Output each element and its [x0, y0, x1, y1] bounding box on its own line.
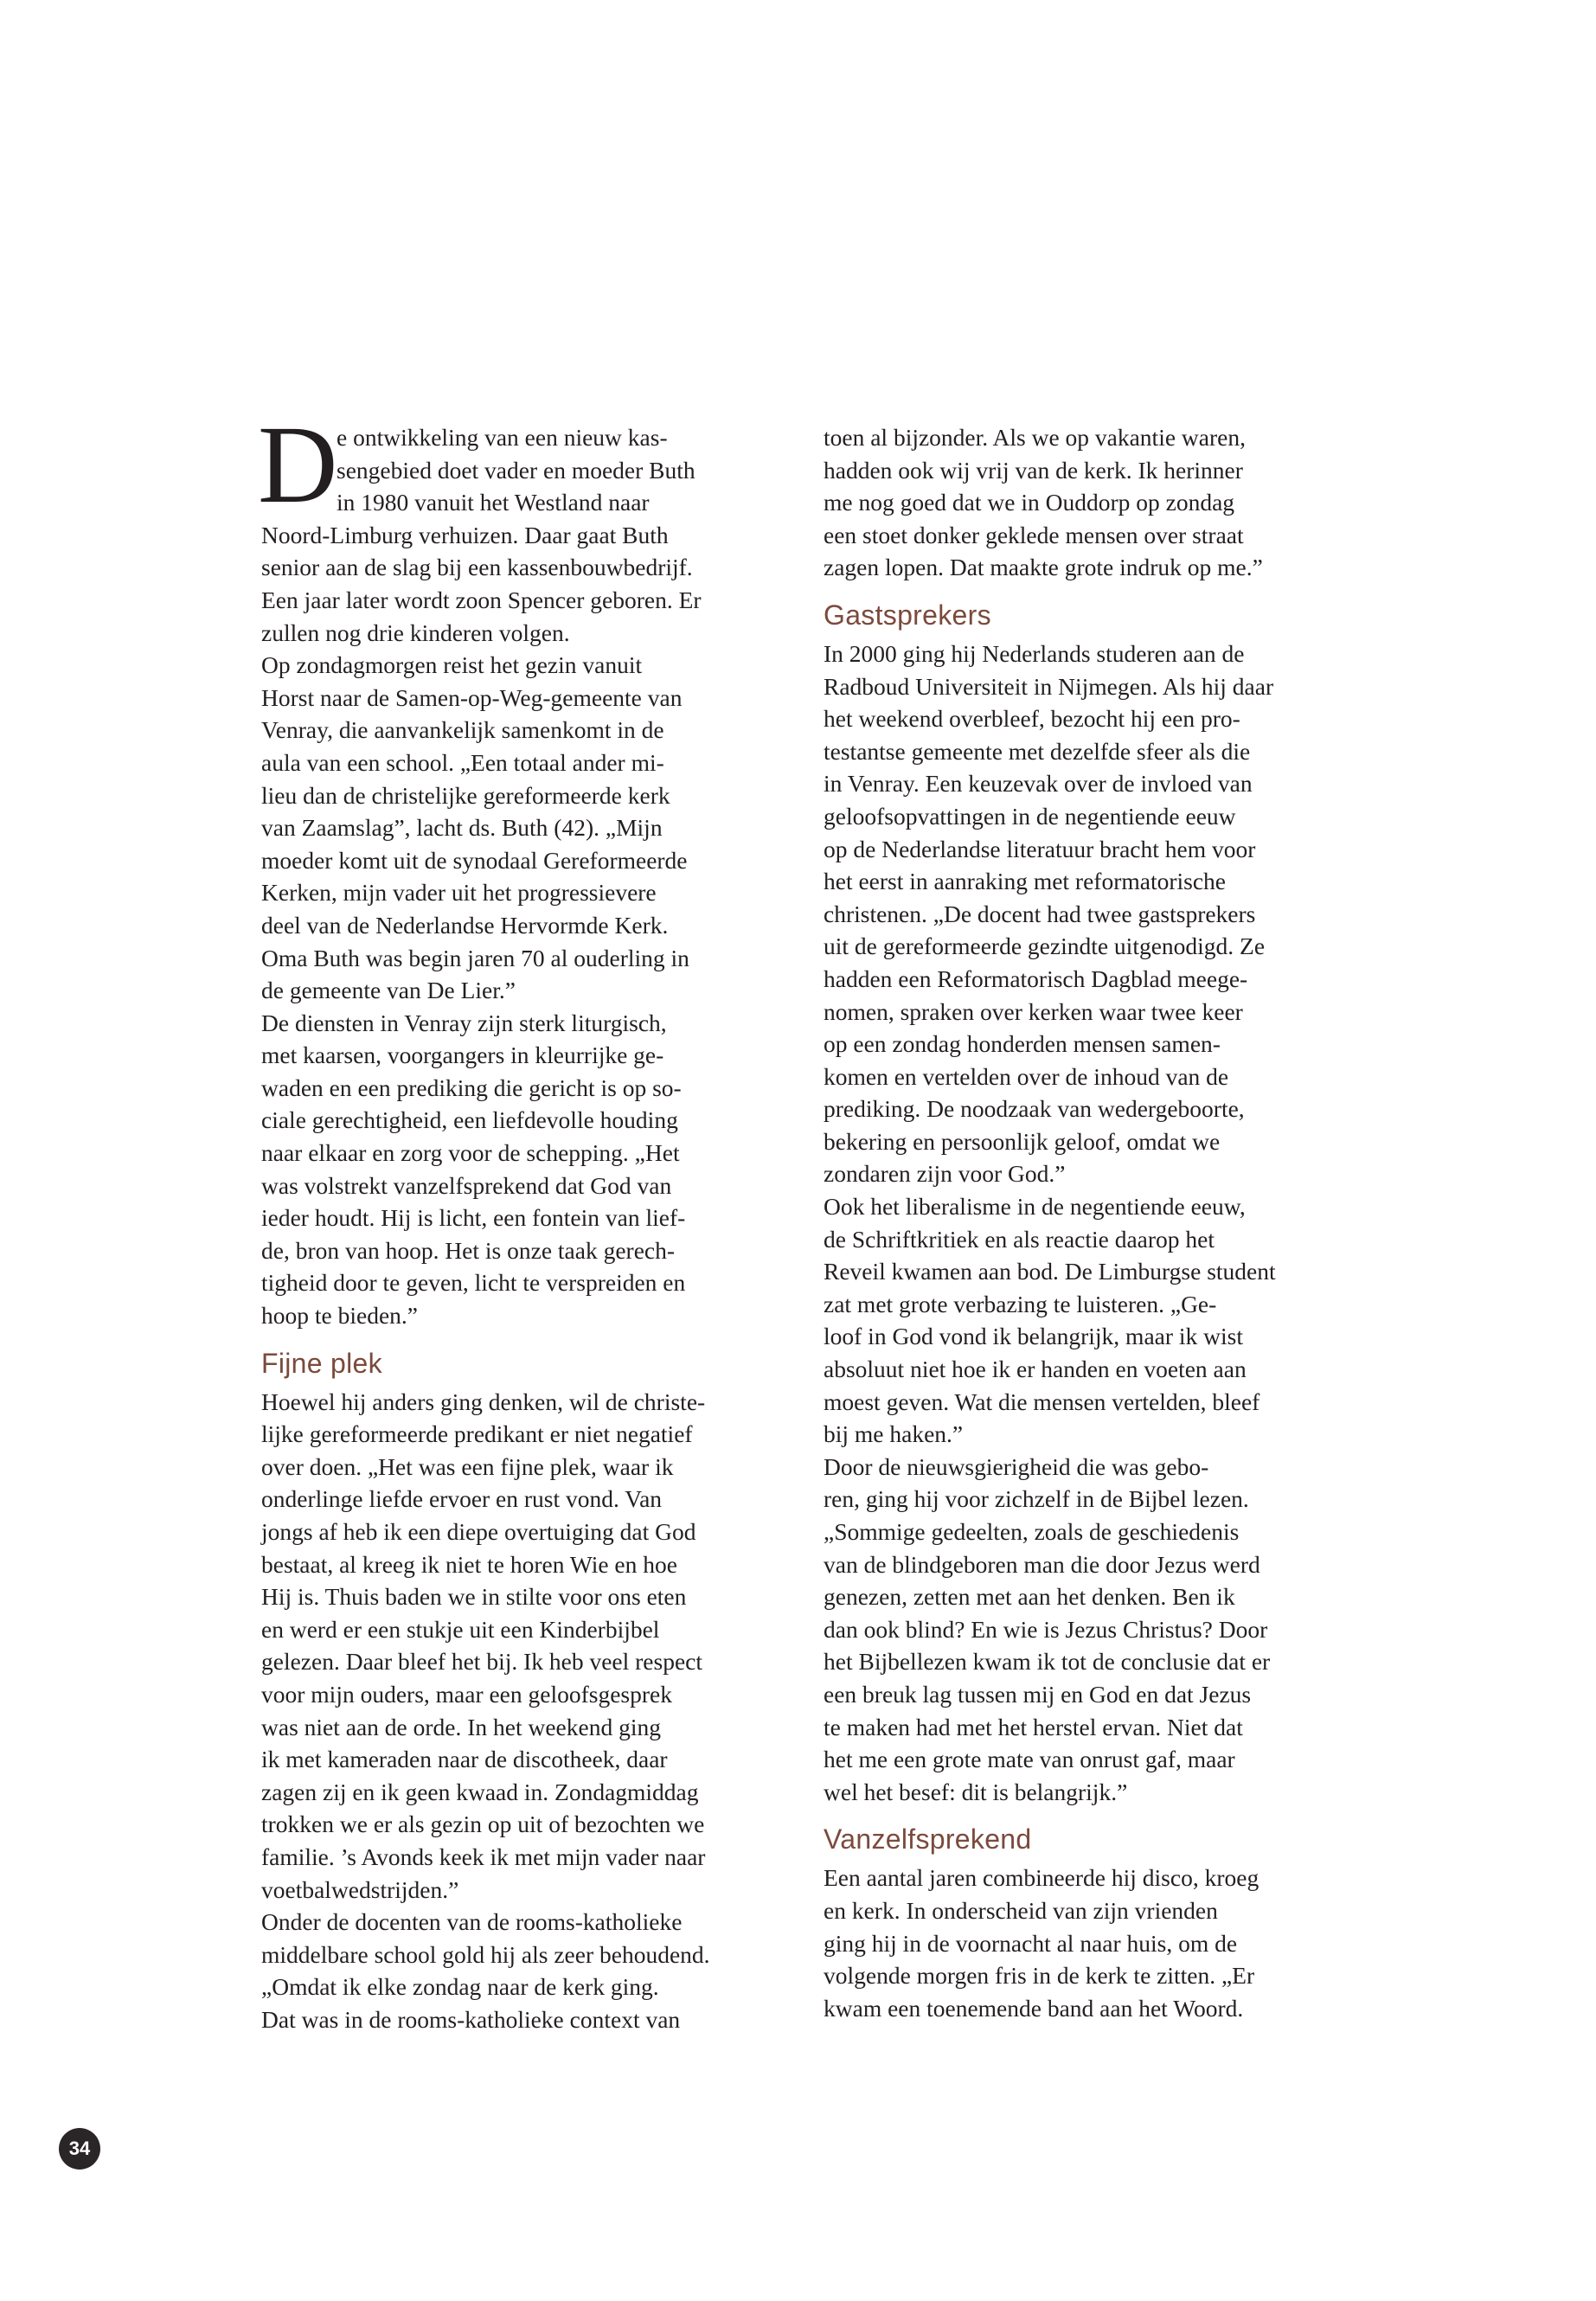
article-paragraphs	[261, 1386, 789, 2036]
text-line: volgende morgen fris in de kerk te zitten. „Er	[824, 1962, 1255, 1990]
text-line: Hoewel hij anders ging denken, wil de christe-	[261, 1388, 706, 1415]
dropcap-letter: D	[258, 403, 338, 526]
text-line: prediking. De noodzaak van wedergeboorte,	[824, 1095, 1245, 1123]
text-line: De diensten in Venray zijn sterk liturgisch,	[261, 1009, 667, 1036]
article-paragraphs	[824, 638, 1351, 1808]
text-line: een breuk lag tussen mij en God en dat Jezus	[824, 1680, 1252, 1708]
text-line: het weekend overbleef, bezocht hij een pro-	[824, 705, 1240, 733]
text-line: me nog goed dat we in Ouddorp op zondag	[824, 489, 1235, 516]
text-line: Oma Buth was begin jaren 70 al ouderling in	[261, 944, 689, 971]
text-line: deel van de Nederlandse Hervormde Kerk.	[261, 911, 669, 939]
text-line: toen al bijzonder. Als we op vakantie waren,	[824, 424, 1246, 451]
text-line: Radboud Universiteit in Nijmegen. Als hij daar	[824, 672, 1274, 700]
text-line: was niet aan de orde. In het weekend ging	[261, 1713, 661, 1740]
text-line: middelbare school gold hij als zeer behoudend.	[261, 1940, 710, 1968]
text-line: trokken we er als gezin op uit of bezochten we	[261, 1811, 705, 1838]
text-line: en kerk. In onderscheid van zijn vrienden	[824, 1896, 1218, 1924]
text-line: kwam een toenemende band aan het Woord.	[824, 1994, 1244, 2022]
text-line: de gemeente van De Lier.”	[261, 977, 516, 1004]
text-line: bestaat, al kreeg ik niet te horen Wie en hoe	[261, 1550, 677, 1578]
left-column	[258, 403, 789, 2036]
text-line: en werd er een stukje uit een Kinderbijbel	[261, 1615, 660, 1643]
text-line: waden en een prediking die gericht is op so-	[261, 1074, 682, 1101]
text-line: op de Nederlandse literatuur bracht hem voor	[824, 835, 1256, 862]
page-number-badge: 34	[59, 2128, 100, 2170]
text-line: komen en vertelden over de inhoud van de	[824, 1062, 1229, 1090]
text-line: moest geven. Wat die mensen vertelden, bleef	[824, 1388, 1260, 1415]
intro-block	[258, 403, 789, 526]
text-line: zullen nog drie kinderen volgen.	[261, 619, 570, 646]
text-line: testantse gemeente met dezelfde sfeer als die	[824, 737, 1251, 765]
text-line: Door de nieuwsgierigheid die was gebo-	[824, 1452, 1209, 1480]
text-line: van de blindgeboren man die door Jezus werd	[824, 1550, 1260, 1578]
text-line: voor mijn ouders, maar een geloofsgesprek	[261, 1680, 672, 1708]
text-line: ik met kameraden naar de discotheek, daar	[261, 1746, 668, 1773]
article-paragraphs	[824, 421, 1351, 584]
text-line: naar elkaar en zorg voor de schepping. „Het	[261, 1139, 680, 1167]
section-heading-vanzelfsprekend: Vanzelfsprekend	[824, 1823, 1032, 1856]
text-line: zagen lopen. Dat maakte grote indruk op me.”	[824, 554, 1263, 581]
text-line: Noord-Limburg verhuizen. Daar gaat Buth	[261, 521, 669, 548]
text-line: onderlinge liefde ervoer en rust vond. Van	[261, 1485, 663, 1513]
right-column	[824, 421, 1351, 2024]
text-line: sengebied doet vader en moeder Buth	[337, 456, 695, 484]
text-line: zat met grote verbazing te luisteren. „Ge-	[824, 1290, 1217, 1317]
text-line: voetbalwedstrijden.”	[261, 1875, 459, 1903]
intro-lines	[261, 421, 789, 519]
text-line: een stoet donker geklede mensen over straat	[824, 521, 1244, 548]
article-paragraphs	[261, 519, 789, 1332]
text-line: te maken had met het herstel ervan. Niet dat	[824, 1713, 1243, 1740]
text-line: het Bijbellezen kwam ik tot de conclusie dat er	[824, 1648, 1271, 1676]
text-line: Onder de docenten van de rooms-katholieke	[261, 1908, 683, 1936]
text-line: over doen. „Het was een fijne plek, waar ik	[261, 1452, 674, 1480]
text-line: zagen zij en ik geen kwaad in. Zondagmiddag	[261, 1778, 699, 1805]
text-line: de, bron van hoop. Het is onze taak gerech-	[261, 1236, 676, 1264]
text-line: In 2000 ging hij Nederlands studeren aan de	[824, 639, 1245, 667]
text-line: Een aantal jaren combineerde hij disco, kroeg	[824, 1864, 1259, 1892]
text-line: ren, ging hij voor zichzelf in de Bijbel lezen.	[824, 1485, 1249, 1513]
text-line: ging hij in de voornacht al naar huis, om de	[824, 1929, 1238, 1957]
text-line: christenen. „De docent had twee gastsprekers	[824, 900, 1256, 927]
text-line: hadden ook wij vrij van de kerk. Ik herinner	[824, 456, 1243, 484]
text-line: Reveil kwamen aan bod. De Limburgse student	[824, 1258, 1276, 1285]
text-line: de Schriftkritiek en als reactie daarop het	[824, 1225, 1215, 1253]
text-line: gelezen. Daar bleef het bij. Ik heb veel respect	[261, 1648, 703, 1676]
text-line: genezen, zetten met aan het denken. Ben ik	[824, 1583, 1235, 1611]
text-line: bekering en persoonlijk geloof, omdat we	[824, 1127, 1221, 1155]
text-line: het me een grote mate van onrust gaf, maar	[824, 1746, 1235, 1773]
text-line: jongs af heb ik een diepe overtuiging dat God	[261, 1518, 696, 1545]
text-line: lieu dan de christelijke gereformeerde kerk	[261, 781, 670, 809]
text-line: senior aan de slag bij een kassenbouwbedrijf.	[261, 554, 693, 581]
text-line: Ook het liberalisme in de negentiende eeuw,	[824, 1193, 1246, 1221]
text-line: van Zaamslag”, lacht ds. Buth (42). „Mijn	[261, 814, 663, 842]
text-line: Horst naar de Samen-op-Weg-gemeente van	[261, 683, 683, 711]
text-line: dan ook blind? En wie is Jezus Christus? Door	[824, 1615, 1268, 1643]
text-line: Hij is. Thuis baden we in stilte voor ons eten	[261, 1583, 687, 1611]
text-line: nomen, spraken over kerken waar twee keer	[824, 997, 1243, 1025]
text-line: met kaarsen, voorgangers in kleurrijke ge-	[261, 1042, 664, 1069]
text-line: in Venray. Een keuzevak over de invloed van	[824, 770, 1253, 798]
text-line: ciale gerechtigheid, een liefdevolle houding	[261, 1106, 678, 1134]
text-line: was volstrekt vanzelfsprekend dat God van	[261, 1171, 672, 1199]
text-line: absoluut niet hoe ik er handen en voeten aan	[824, 1356, 1247, 1383]
text-line: zondaren zijn voor God.”	[824, 1160, 1066, 1188]
text-line: familie. ’s Avonds keek ik met mijn vader naar	[261, 1843, 706, 1870]
text-line: Een jaar later wordt zoon Spencer geboren. Er	[261, 586, 702, 613]
article-paragraphs	[824, 1862, 1351, 2024]
section-heading-gastsprekers: Gastsprekers	[824, 599, 991, 631]
text-line: Venray, die aanvankelijk samenkomt in de	[261, 716, 664, 744]
text-line: moeder komt uit de synodaal Gereformeerde	[261, 846, 688, 874]
text-line: hadden een Reformatorisch Dagblad meege-	[824, 965, 1248, 992]
text-line: wel het besef: dit is belangrijk.”	[824, 1778, 1128, 1805]
text-line: Kerken, mijn vader uit het progressievere	[261, 879, 657, 907]
text-line: Dat was in de rooms-katholieke context van	[261, 2005, 681, 2033]
text-line: in 1980 vanuit het Westland naar	[337, 489, 650, 516]
text-line: aula van een school. „Een totaal ander mi-	[261, 748, 664, 776]
text-line: ieder houdt. Hij is licht, een fontein van lief-	[261, 1204, 686, 1232]
text-line: Op zondagmorgen reist het gezin vanuit	[261, 651, 643, 679]
text-line: op een zondag honderden mensen samen-	[824, 1030, 1221, 1058]
text-line: e ontwikkeling van een nieuw kas-	[337, 424, 668, 451]
text-line: tigheid door te geven, licht te verspreiden en	[261, 1269, 686, 1297]
text-line: het eerst in aanraking met reformatorische	[824, 868, 1227, 895]
text-line: uit de gereformeerde gezindte uitgenodigd. Ze	[824, 933, 1266, 960]
text-line: hoop te bieden.”	[261, 1302, 418, 1330]
text-line: „Sommige gedeelten, zoals de geschiedenis	[824, 1518, 1240, 1545]
text-line: geloofsopvattingen in de negentiende eeuw	[824, 802, 1236, 830]
section-heading-fijne-plek: Fijne plek	[261, 1347, 382, 1379]
text-line: loof in God vond ik belangrijk, maar ik wist	[824, 1323, 1243, 1350]
text-line: bij me haken.”	[824, 1420, 964, 1448]
text-line: „Omdat ik elke zondag naar de kerk ging.	[261, 1973, 659, 2001]
text-line: lijke gereformeerde predikant er niet negatief	[261, 1420, 693, 1448]
